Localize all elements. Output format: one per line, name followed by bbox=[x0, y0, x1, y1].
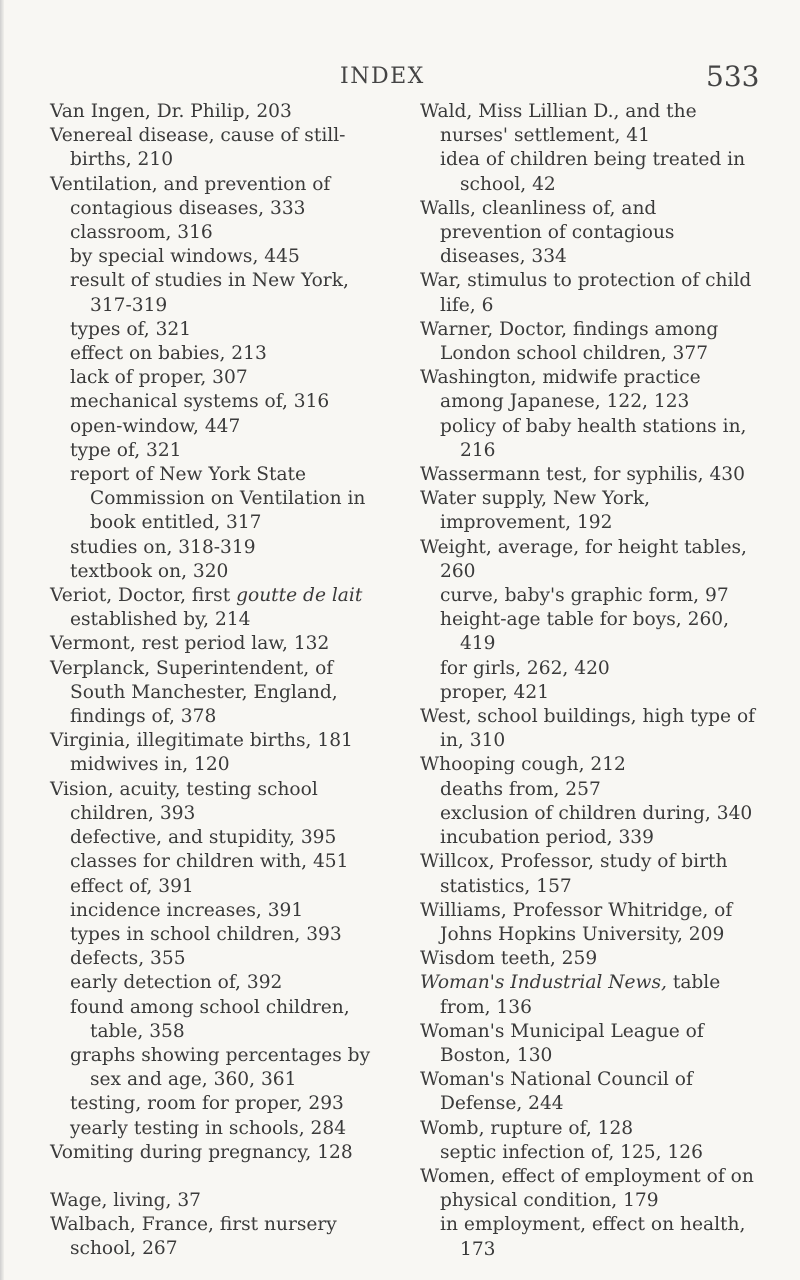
index-subentry: report of New York State Commission on Ventilation in book entitled, 317 bbox=[70, 464, 366, 534]
index-entry: Woman's National Council of Defense, 244 bbox=[420, 1069, 693, 1115]
index-subentry: policy of baby health stations in, 216 bbox=[440, 415, 747, 461]
index-entry: Williams, Professor Whitridge, of Johns Hopkins University, 209 bbox=[420, 899, 733, 945]
index-subentry: exclusion of children during, 340 bbox=[440, 802, 753, 824]
entry-italic-title: Woman's Industrial News, bbox=[420, 972, 667, 994]
index-subentry: for girls, 262, 420 bbox=[440, 657, 610, 679]
index-subentry: classes for children with, 451 bbox=[70, 851, 349, 873]
index-entry: Virginia, illegitimate births, 181 bbox=[50, 730, 353, 752]
index-subentry: proper, 421 bbox=[440, 681, 550, 703]
index-subentry: types in school children, 393 bbox=[70, 923, 342, 945]
index-subentry: yearly testing in schools, 284 bbox=[70, 1117, 347, 1139]
index-subentry: studies on, 318-319 bbox=[70, 536, 256, 558]
index-entry: Warner, Doctor, findings among London school children, 377 bbox=[420, 318, 719, 365]
index-subentry: testing, room for proper, 293 bbox=[70, 1093, 344, 1115]
index-entry: Weight, average, for height tables, 260 bbox=[420, 536, 747, 582]
index-entry: Woman's Municipal League of Boston, 130 bbox=[420, 1020, 704, 1066]
index-subentry: idea of children being treated in school, 42 bbox=[440, 149, 746, 195]
index-entry: Wassermann test, for syphilis, 430 bbox=[420, 464, 745, 486]
index-subentry: effect of, 391 bbox=[70, 875, 194, 897]
index-entry: Venereal disease, cause of still-births, 210 bbox=[50, 125, 346, 171]
index-subentry: early detection of, 392 bbox=[70, 972, 283, 994]
page-edge-shadow bbox=[0, 0, 4, 1280]
index-subentry: graphs showing percentages by sex and age, 360, 361 bbox=[70, 1044, 371, 1091]
index-subentry: lack of proper, 307 bbox=[70, 367, 248, 389]
entry-italic-title: goutte de lait bbox=[236, 585, 363, 607]
index-entry: Vomiting during pregnancy, 128 bbox=[50, 1141, 353, 1163]
index-subentry: defects, 355 bbox=[70, 948, 186, 970]
index-entry bbox=[50, 584, 380, 632]
index-entry: Wage, living, 37 bbox=[50, 1189, 202, 1211]
index-entry: Wisdom teeth, 259 bbox=[420, 948, 598, 970]
index-entry: Wald, Miss Lillian D., and the nurses' settlement, 41 bbox=[420, 101, 697, 147]
index-entry: Water supply, New York, improvement, 192 bbox=[420, 488, 650, 534]
index-entry bbox=[420, 971, 756, 1019]
index-subentry: classroom, 316 bbox=[70, 222, 213, 244]
index-entry: Womb, rupture of, 128 bbox=[420, 1117, 634, 1139]
index-subentry: curve, baby's graphic form, 97 bbox=[440, 585, 729, 607]
running-head: INDEX bbox=[340, 64, 425, 89]
index-entry: Willcox, Professor, study of birth statistics, 157 bbox=[420, 851, 728, 897]
page-number: 533 bbox=[706, 60, 760, 93]
index-entry: Walls, cleanliness of, and prevention of contagious diseases, 334 bbox=[420, 197, 675, 268]
index-column-left bbox=[50, 100, 380, 1262]
index-subentry: incubation period, 339 bbox=[440, 827, 654, 849]
index-subentry: septic infection of, 125, 126 bbox=[440, 1141, 703, 1163]
index-entry: Walbach, France, first nursery school, 267 bbox=[50, 1214, 337, 1260]
index-entry: Van Ingen, Dr. Philip, 203 bbox=[50, 101, 292, 122]
index-entry: Washington, midwife practice among Japanese, 122, 123 bbox=[420, 367, 701, 413]
entry-text: Veriot, Doctor, first bbox=[50, 585, 237, 607]
index-entry: Whooping cough, 212 bbox=[420, 754, 626, 776]
index-entry: Ventilation, and prevention of contagious diseases, 333 bbox=[50, 173, 331, 219]
index-subentry: by special windows, 445 bbox=[70, 246, 300, 268]
entry-text: established by, 214 bbox=[70, 609, 251, 631]
index-entry: Vermont, rest period law, 132 bbox=[50, 633, 330, 655]
index-subentry: deaths from, 257 bbox=[440, 778, 601, 800]
index-entry: Vision, acuity, testing school children, 393 bbox=[50, 778, 318, 824]
index-subentry: mechanical systems of, 316 bbox=[70, 391, 330, 413]
index-entry: Verplanck, Superintendent, of South Manchester, England, findings of, 378 bbox=[50, 657, 338, 728]
index-subentry: in employment, effect on health, 173 bbox=[440, 1214, 746, 1260]
index-subentry: midwives in, 120 bbox=[70, 754, 230, 776]
index-subentry: textbook on, 320 bbox=[70, 560, 229, 582]
index-subentry: height-age table for boys, 260, 419 bbox=[440, 609, 730, 655]
index-subentry: result of studies in New York, 317-319 bbox=[70, 270, 349, 316]
index-subentry: found among school children, table, 358 bbox=[70, 996, 350, 1042]
index-entry: West, school buildings, high type of in, 310 bbox=[420, 706, 756, 752]
index-subentry: effect on babies, 213 bbox=[70, 343, 267, 365]
page-header bbox=[0, 60, 800, 93]
index-subentry: open-window, 447 bbox=[70, 415, 241, 437]
index-column-right bbox=[420, 100, 756, 1262]
index-entry: Women, effect of employment of on physical condition, 179 bbox=[420, 1165, 754, 1212]
entry-text: table from, 136 bbox=[440, 972, 721, 1018]
index-entry: War, stimulus to protection of child life, 6 bbox=[420, 270, 752, 316]
index-subentry: defective, and stupidity, 395 bbox=[70, 827, 337, 849]
index-subentry: types of, 321 bbox=[70, 318, 192, 340]
index-subentry: type of, 321 bbox=[70, 439, 182, 461]
index-subentry: incidence increases, 391 bbox=[70, 899, 304, 921]
